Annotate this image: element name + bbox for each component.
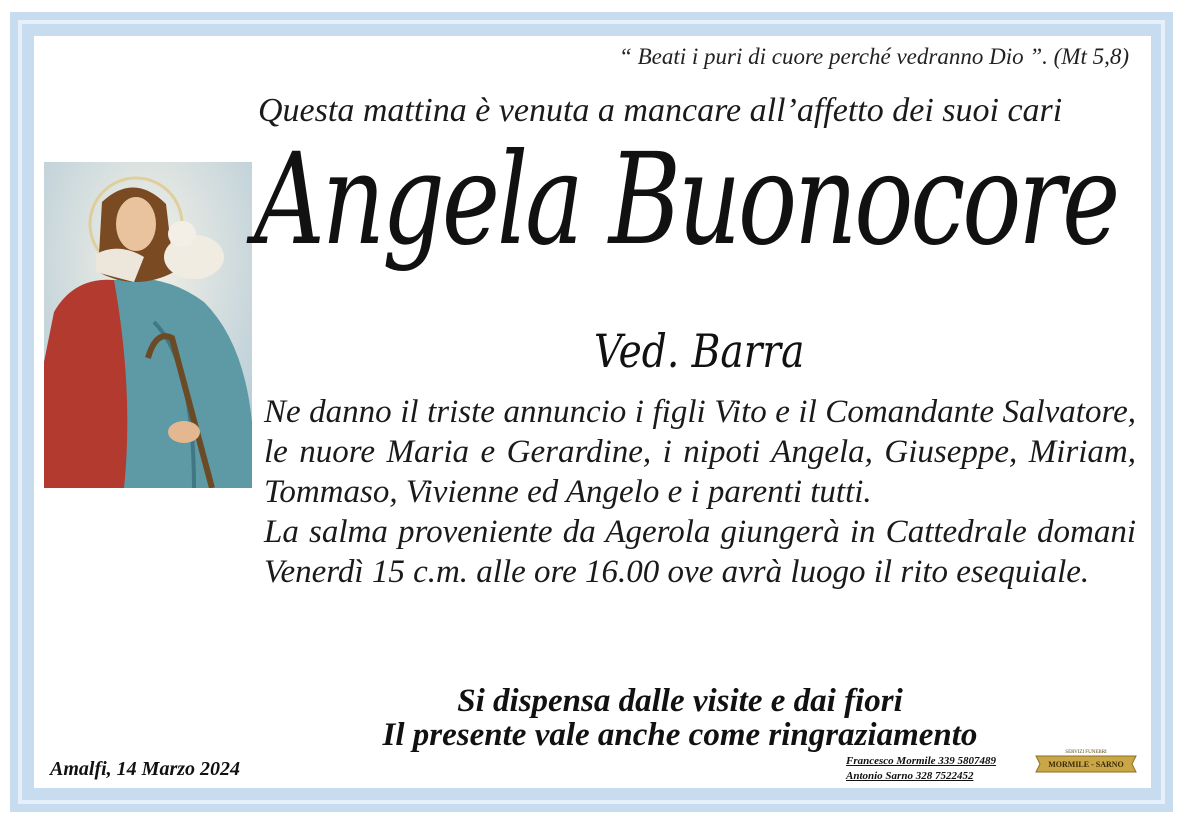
contact-line: Antonio Sarno 328 7522452 <box>846 770 974 782</box>
notice-line: Si dispensa dalle visite e dai fiori <box>457 683 903 719</box>
funeral-service-logo <box>1034 746 1138 778</box>
deceased-name: Angela Buonocore <box>254 126 1118 273</box>
announcement-paragraph: Ne danno il triste annuncio i figli Vito e il Comandante Salvatore, le nuore Maria e Gerardine, i nipoti Angela, Giuseppe, Miriam, Tommaso, Vivienne ed Angelo e i parenti tutti. <box>264 394 1136 510</box>
logo-main-text: MORMILE - SARNO <box>1048 760 1124 769</box>
notice-line: Il presente vale anche come ringraziamento <box>382 717 978 753</box>
place-date: Amalfi, 14 Marzo 2024 <box>50 758 241 780</box>
logo-top-text: SERVIZI FUNEBRI <box>1065 750 1107 755</box>
funeral-details-paragraph: La salma proveniente da Agerola giungerà in Cattedrale domani Venerdì 15 c.m. alle ore 16.00 ove avrà luogo il rito esequiale. <box>264 514 1136 590</box>
contact-line: Francesco Mormile 339 5807489 <box>846 755 997 767</box>
religious-portrait-image <box>44 162 252 488</box>
announcement-body <box>264 392 1136 592</box>
intro-line: Questa mattina è venuta a mancare all’affetto dei suoi cari <box>258 92 1063 129</box>
funeral-contacts <box>846 754 996 784</box>
shepherd-illustration <box>44 162 252 488</box>
bible-quote: “ Beati i puri di cuore perché vedranno Dio ”. (Mt 5,8) <box>619 44 1129 69</box>
deceased-subname: Ved. Barra <box>594 324 805 378</box>
closing-notice <box>300 684 1060 752</box>
